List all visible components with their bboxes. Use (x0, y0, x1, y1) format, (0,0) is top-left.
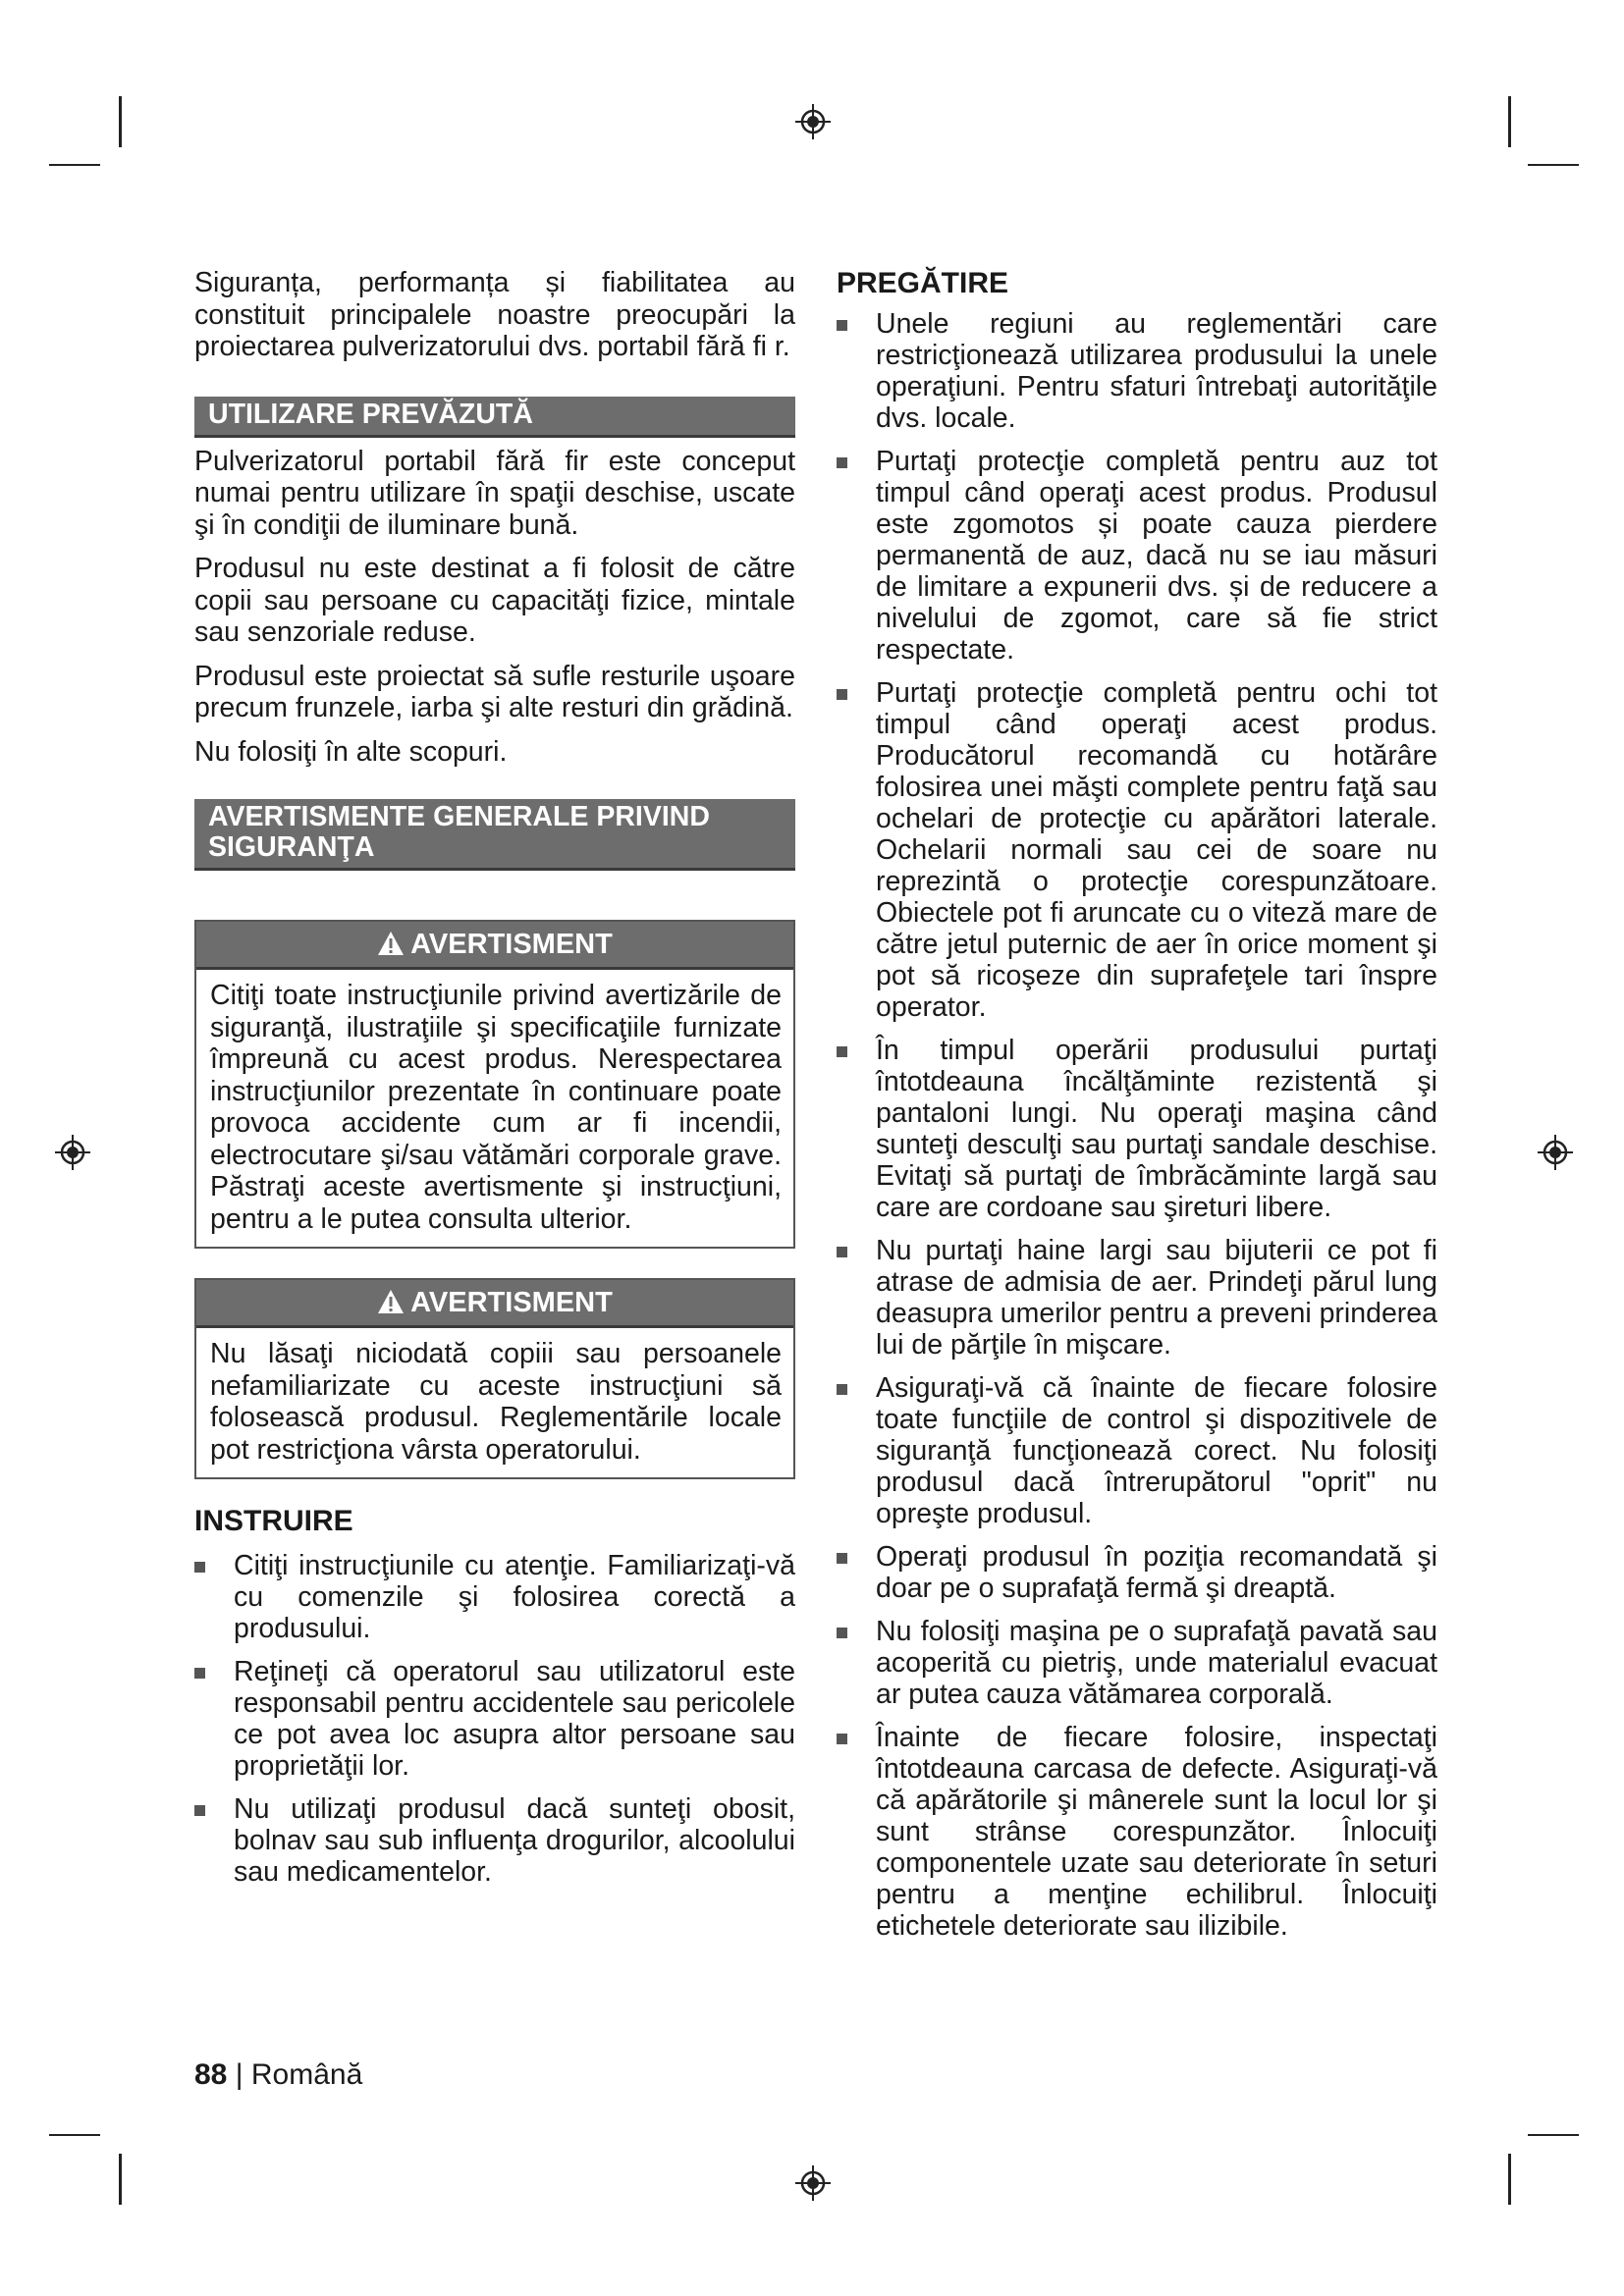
bullet-square-icon (837, 689, 847, 700)
preparation-list (837, 308, 1437, 1942)
list-item (837, 308, 1437, 434)
list-item-text: Citiţi instrucţiunile cu atenţie. Familiarizaţi-vă cu comenzile şi folosirea corectă a produsului. (234, 1550, 795, 1644)
registration-mark-icon (795, 104, 831, 139)
crop-mark (1508, 2154, 1511, 2205)
page-footer (194, 2057, 362, 2093)
training-heading: INSTRUIRE (194, 1505, 353, 1537)
warning-triangle-icon (377, 1289, 405, 1314)
bullet-square-icon (837, 1553, 847, 1564)
intended-use-paragraph: Nu folosiţi în alte scopuri. (194, 735, 508, 768)
intended-use-heading: UTILIZARE PREVĂZUTĂ (194, 397, 795, 438)
registration-mark-icon (55, 1135, 90, 1170)
list-item-text: Nu folosiţi maşina pe o suprafaţă pavată sau acoperită cu pietriş, unde materialul evacuat ar putea cauza vătămarea corporală. (876, 1616, 1437, 1710)
bullet-square-icon (837, 457, 847, 468)
bullet-square-icon (837, 1628, 847, 1638)
list-item (194, 1656, 795, 1782)
list-item-text: Nu utilizaţi produsul dacă sunteţi obosit, bolnav sau sub influenţa drogurilor, alcoolului sau medicamentelor. (234, 1793, 795, 1888)
list-item-text: Înainte de fiecare folosire, inspectaţi întotdeauna carcasa de defecte. Asiguraţi-vă că apărătorile şi mânerele sunt la locul lor şi sunt strânse corespunzător. Înlocuiţi componentele uzate sau deteriorate în seturi pentru a menţine echilibrul. Înlocuiţi etichetele deteriorate sau ilizibile. (876, 1722, 1437, 1942)
list-item-text: În timpul operării produsului purtaţi întotdeauna încălţăminte rezistentă şi pantaloni lungi. Nu operaţi maşina când sunteţi desculţi sau purtaţi sandale deschise. Evitaţi să purtaţi de îmbrăcăminte largă sau care are cordoane sau şireturi libere. (876, 1035, 1437, 1223)
registration-mark-icon (795, 2165, 831, 2201)
page-number: 88 (194, 2058, 228, 2091)
list-item (194, 1793, 795, 1888)
list-item (837, 1616, 1437, 1710)
list-item-text: Operaţi produsul în poziţia recomandată şi doar pe o suprafaţă fermă şi dreaptă. (876, 1541, 1437, 1604)
crop-mark (119, 2154, 122, 2205)
list-item (837, 1541, 1437, 1604)
warning-label: AVERTISMENT (410, 1287, 613, 1318)
crop-mark (119, 96, 122, 147)
list-item-text: Purtaţi protecţie completă pentru ochi tot timpul când operaţi acest produs. Producătorul recomandă cu hotărâre folosirea unei măşti complete pentru faţă sau ochelari de protecţie cu apărători laterale. Ochelarii normali sau cei de soare nu reprezintă o protecţie corespunzătoare. Obiectele pot fi aruncate cu o viteză mare de către jetul puternic de aer în orice moment şi pot să ricoşeze din suprafeţele tari înspre operator. (876, 677, 1437, 1023)
right-column (837, 267, 1437, 1953)
bullet-square-icon (837, 1046, 847, 1057)
preparation-heading: PREGĂTIRE (837, 267, 1009, 299)
bullet-square-icon (837, 320, 847, 331)
list-item (837, 1722, 1437, 1942)
general-safety-heading: AVERTISMENTE GENERALE PRIVIND SIGURANŢA (194, 799, 795, 871)
warning-label: AVERTISMENT (410, 929, 613, 960)
warning-text: Nu lăsaţi niciodată copiii sau persoanele nefamiliarizate cu aceste instrucţiuni să folosească produsul. Reglementările locale pot restricţiona vârsta operatorului. (210, 1338, 782, 1466)
warning-triangle-icon (377, 931, 405, 956)
bullet-square-icon (194, 1668, 205, 1679)
intro-paragraph: Siguranța, performanța și fiabilitatea au constituit principalele noastre preocupări la proiectarea pulverizatorului dvs. portabil fără fi r. (194, 267, 795, 362)
list-item (837, 1372, 1437, 1529)
list-item (837, 446, 1437, 666)
left-column (194, 267, 795, 1899)
warning-box (194, 1278, 795, 1479)
list-item (837, 1235, 1437, 1361)
bullet-square-icon (837, 1247, 847, 1257)
intended-use-paragraph: Produsul nu este destinat a fi folosit de către copii sau persoane cu capacităţi fizice, mintale sau senzoriale reduse. (194, 553, 795, 648)
footer-separator: | (235, 2058, 244, 2091)
list-item (194, 1550, 795, 1644)
bullet-square-icon (194, 1562, 205, 1573)
training-list (194, 1550, 795, 1888)
crop-mark (49, 2134, 100, 2136)
bullet-square-icon (837, 1384, 847, 1395)
crop-mark (1528, 2134, 1579, 2136)
crop-mark (49, 164, 100, 166)
list-item (837, 677, 1437, 1023)
registration-mark-icon (1538, 1135, 1573, 1170)
intended-use-paragraph: Pulverizatorul portabil fără fir este conceput numai pentru utilizare în spaţii deschise, uscate şi în condiţii de iluminare bună. (194, 445, 795, 541)
list-item-text: Asiguraţi-vă că înainte de fiecare folosire toate funcţiile de control şi dispozitivele de siguranţă funcţionează corect. Nu folosiţi produsul dacă întrerupătorul "oprit" nu opreşte produsul. (876, 1372, 1437, 1529)
crop-mark (1528, 164, 1579, 166)
bullet-square-icon (194, 1805, 205, 1816)
crop-mark (1508, 96, 1511, 147)
warning-header (196, 922, 793, 970)
warning-box (194, 920, 795, 1249)
warning-header (196, 1280, 793, 1328)
list-item-text: Purtaţi protecţie completă pentru auz tot timpul când operaţi acest produs. Produsul este zgomotos și poate cauza pierdere permanentă de auz, dacă nu se iau măsuri de limitare a expunerii dvs. și de reducere a nivelului de zgomot, care să fie strict respectate. (876, 446, 1437, 666)
list-item (837, 1035, 1437, 1223)
list-item-text: Unele regiuni au reglementări care restricţionează utilizarea produsului la unele operaţiuni. Pentru sfaturi întrebaţi autorităţile dvs. locale. (876, 308, 1437, 434)
list-item-text: Reţineţi că operatorul sau utilizatorul este responsabil pentru accidentele sau pericolele ce pot avea loc asupra altor persoane sau proprietăţii lor. (234, 1656, 795, 1782)
intended-use-paragraph: Produsul este proiectat să sufle resturile uşoare precum frunzele, iarba şi alte resturi din grădină. (194, 660, 795, 723)
warning-text: Citiţi toate instrucţiunile privind avertizările de siguranţă, ilustraţiile şi specificaţiile furnizate împreună cu acest produs. Nerespectarea instrucţiunilor prezentate în continuare poate provoca accidente cum ar fi incendii, electrocutare şi/sau vătămări corporale grave. Păstraţi aceste avertismente şi instrucţiuni, pentru a le putea consulta ulterior. (210, 980, 782, 1235)
bullet-square-icon (837, 1734, 847, 1744)
footer-language: Română (250, 2058, 363, 2091)
list-item-text: Nu purtaţi haine largi sau bijuterii ce pot fi atrase de admisia de aer. Prindeţi părul lung deasupra umerilor pentru a preveni prinderea lui de părţile în mişcare. (876, 1235, 1437, 1361)
